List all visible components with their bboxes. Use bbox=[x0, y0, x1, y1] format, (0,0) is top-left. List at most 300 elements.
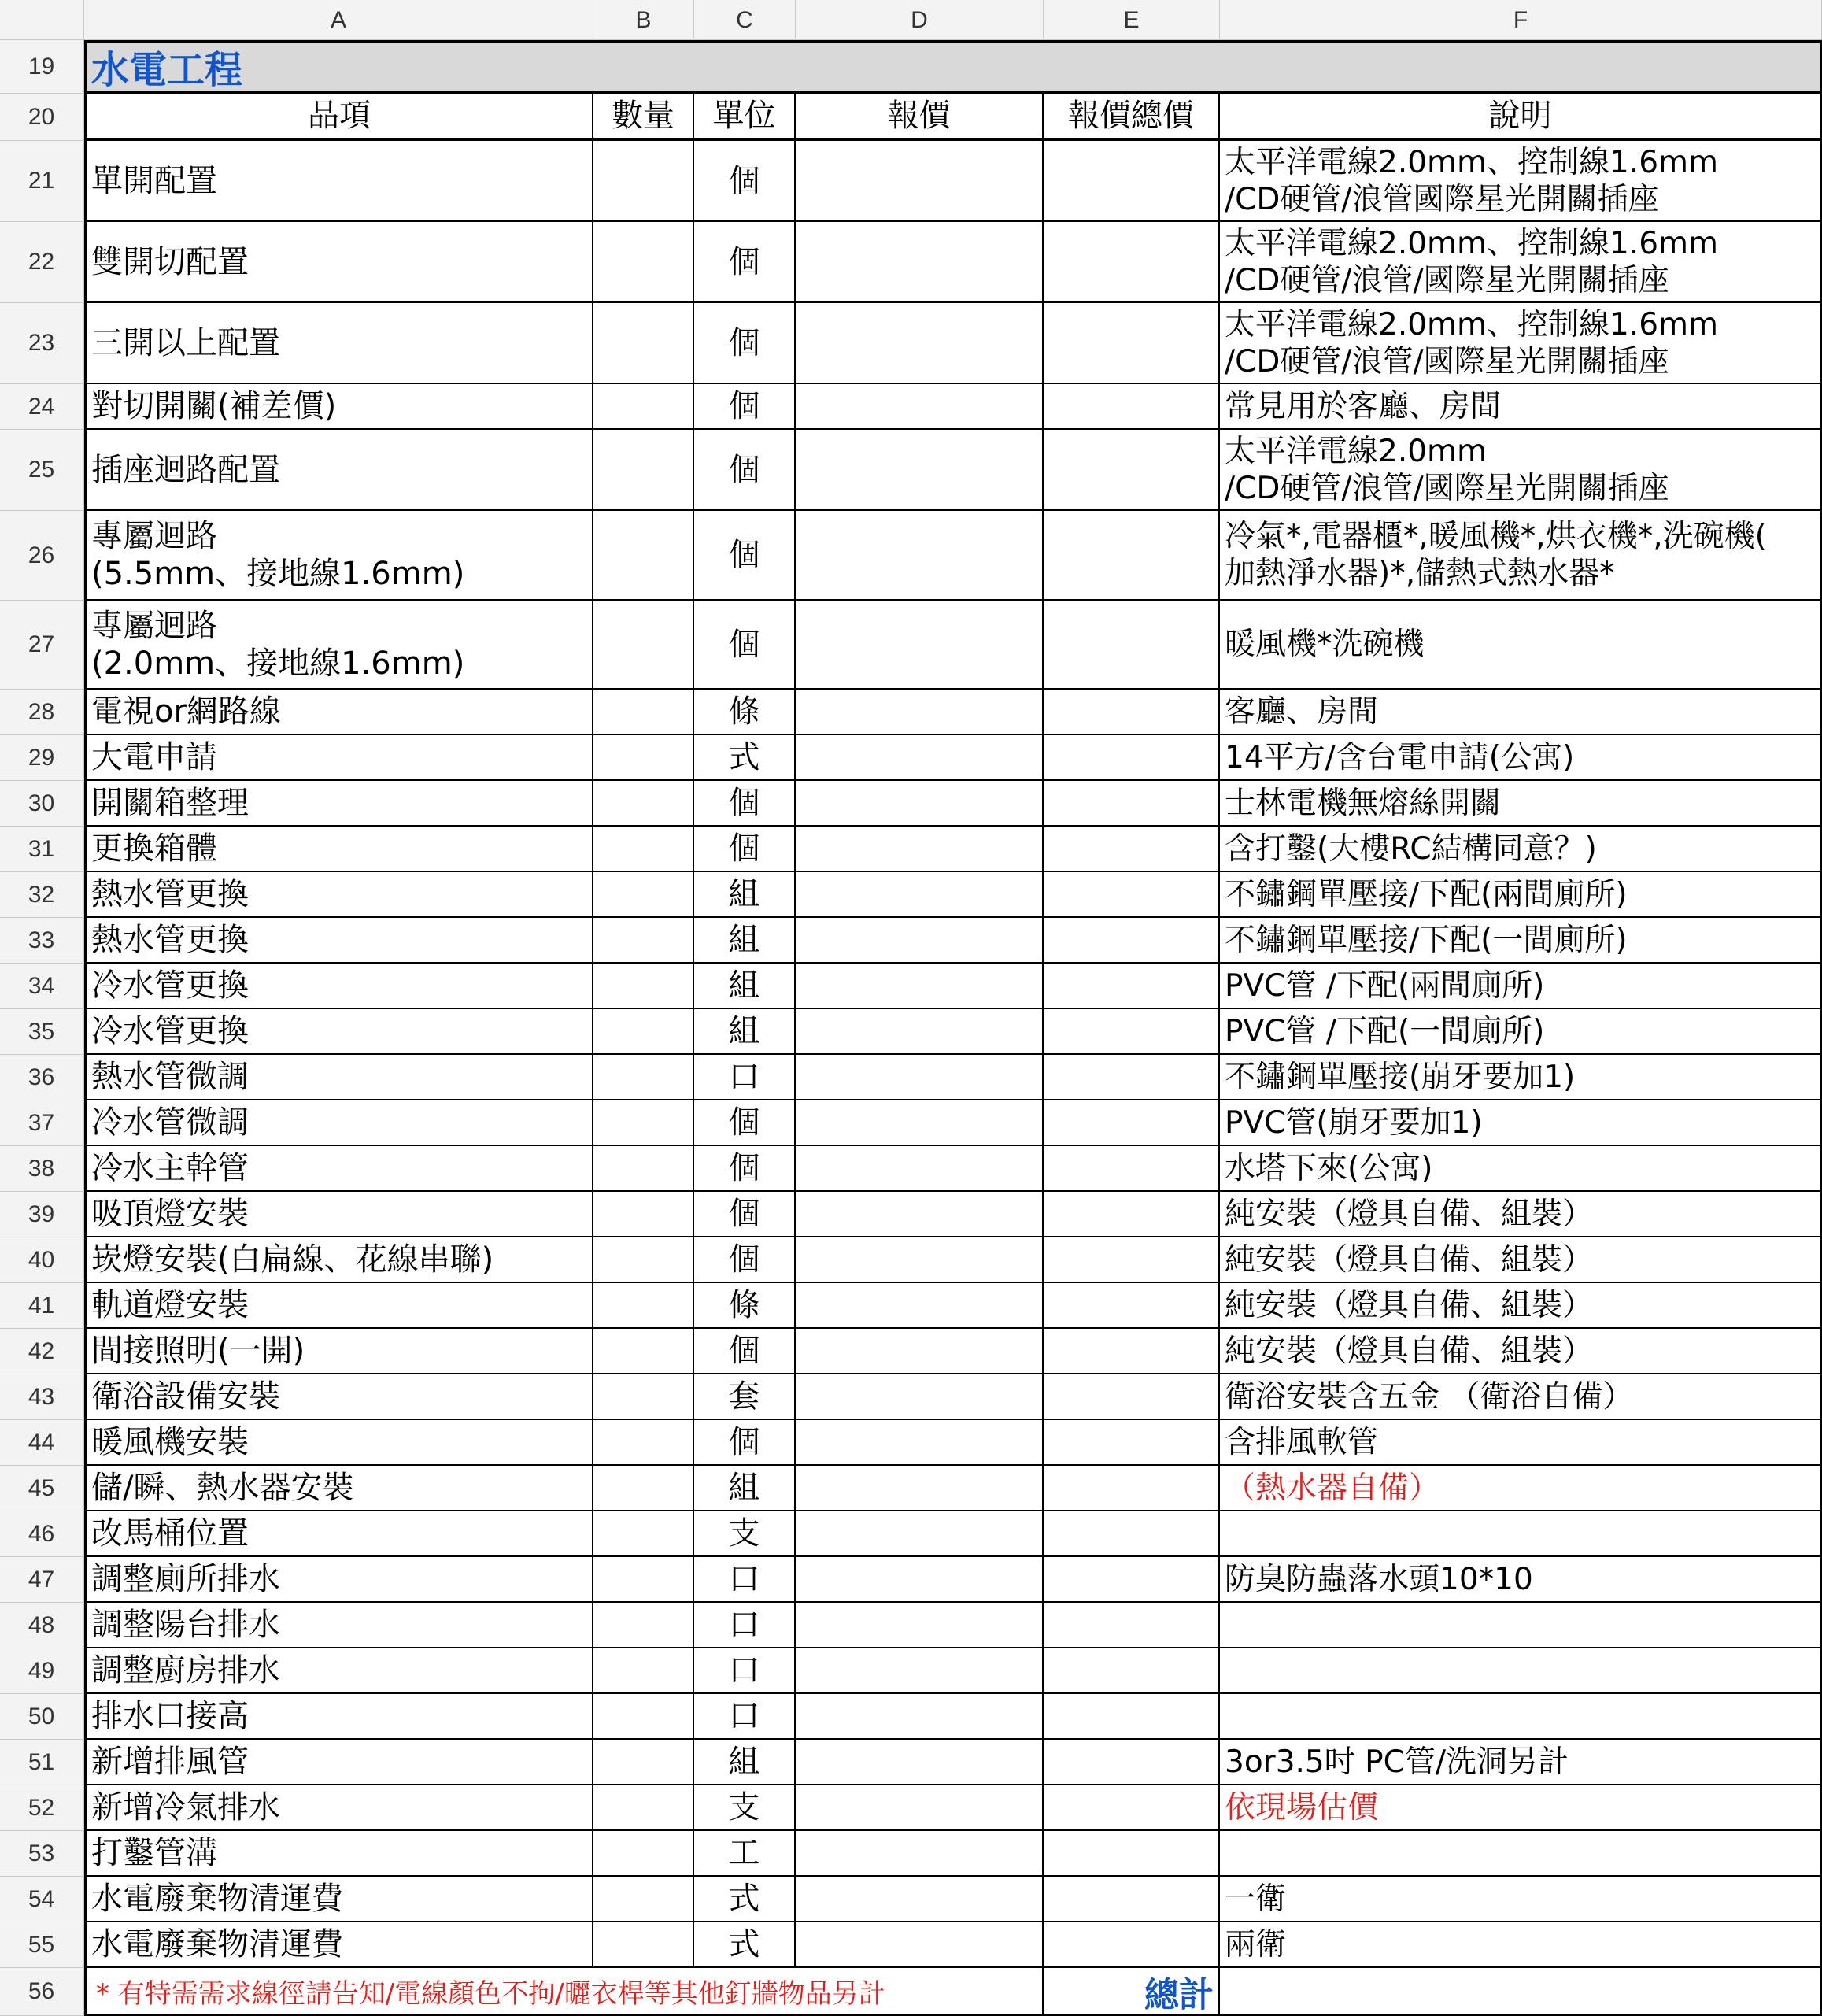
description: 含打鑿(大樓RC結構同意？) bbox=[1225, 830, 1597, 867]
unit-cell[interactable] bbox=[694, 690, 796, 735]
price-cell[interactable] bbox=[796, 1329, 1044, 1374]
unit-cell[interactable] bbox=[694, 1237, 796, 1283]
description: 太平洋電線2.0mm、控制線1.6mm /CD硬管/浪管/國際星光開關插座 bbox=[1225, 306, 1719, 379]
qty-cell[interactable] bbox=[593, 1420, 694, 1466]
description: 不鏽鋼單壓接/下配(一間廁所) bbox=[1225, 922, 1628, 958]
column-header-d[interactable]: D bbox=[796, 0, 1044, 40]
qty-cell[interactable] bbox=[593, 222, 694, 303]
description-cell[interactable] bbox=[1220, 1100, 1822, 1146]
description: 士林電機無熔絲開關 bbox=[1225, 785, 1502, 821]
description: 冷氣*,電器櫃*,暖風機*,烘衣機*,洗碗機( 加熱淨水器)*,儲熱式熱水器* bbox=[1225, 519, 1767, 591]
description-cell[interactable] bbox=[1220, 781, 1822, 827]
unit-cell[interactable] bbox=[694, 1603, 796, 1648]
unit-cell[interactable] bbox=[694, 964, 796, 1009]
total-price-cell[interactable] bbox=[1044, 1922, 1220, 1968]
qty-cell[interactable] bbox=[593, 1603, 694, 1648]
description-cell[interactable] bbox=[1220, 1009, 1822, 1055]
unit: 套 bbox=[728, 1378, 760, 1415]
description-cell[interactable] bbox=[1220, 1192, 1822, 1237]
qty-cell[interactable] bbox=[593, 303, 694, 384]
row-header-39[interactable]: 39 bbox=[0, 1192, 84, 1237]
total-price-cell[interactable] bbox=[1044, 1329, 1220, 1374]
row-header-53[interactable]: 53 bbox=[0, 1831, 84, 1877]
price-cell[interactable] bbox=[796, 1420, 1044, 1466]
total-price-cell[interactable] bbox=[1044, 690, 1220, 735]
row-header-48[interactable]: 48 bbox=[0, 1603, 84, 1648]
price-cell[interactable] bbox=[796, 1283, 1044, 1329]
price-cell[interactable] bbox=[796, 511, 1044, 601]
description-cell[interactable] bbox=[1220, 1785, 1822, 1831]
description-cell[interactable] bbox=[1220, 1511, 1822, 1557]
select-all-corner[interactable] bbox=[0, 0, 84, 40]
description-cell[interactable] bbox=[1220, 1466, 1822, 1511]
total-price-cell[interactable] bbox=[1044, 1831, 1220, 1877]
qty-cell[interactable] bbox=[593, 1740, 694, 1785]
item-cell[interactable] bbox=[84, 1831, 593, 1877]
description: 純安裝（燈具自備、組裝） bbox=[1225, 1196, 1594, 1232]
total-price-cell[interactable] bbox=[1044, 511, 1220, 601]
total-price-cell[interactable] bbox=[1044, 1146, 1220, 1192]
description-cell[interactable] bbox=[1220, 1146, 1822, 1192]
item-cell[interactable] bbox=[84, 303, 593, 384]
description-cell[interactable] bbox=[1220, 1740, 1822, 1785]
price-cell[interactable] bbox=[796, 1511, 1044, 1557]
row-header-31[interactable]: 31 bbox=[0, 827, 84, 872]
unit: 組 bbox=[728, 1744, 760, 1780]
qty-cell[interactable] bbox=[593, 690, 694, 735]
row-header-40[interactable]: 40 bbox=[0, 1237, 84, 1283]
unit-cell[interactable] bbox=[694, 1466, 796, 1511]
item-cell[interactable] bbox=[84, 384, 593, 430]
total-price-cell[interactable] bbox=[1044, 1009, 1220, 1055]
description-cell[interactable] bbox=[1220, 1374, 1822, 1420]
price-cell[interactable] bbox=[796, 964, 1044, 1009]
total-price-cell[interactable] bbox=[1044, 601, 1220, 690]
price-cell[interactable] bbox=[796, 222, 1044, 303]
item-cell[interactable] bbox=[84, 1237, 593, 1283]
row-header-45[interactable]: 45 bbox=[0, 1466, 84, 1511]
unit-cell[interactable] bbox=[694, 1283, 796, 1329]
item-cell[interactable] bbox=[84, 1055, 593, 1100]
price-cell[interactable] bbox=[796, 1192, 1044, 1237]
row-header-19[interactable]: 19 bbox=[0, 40, 84, 94]
row-header-29[interactable]: 29 bbox=[0, 735, 84, 781]
column-header-f[interactable]: F bbox=[1220, 0, 1822, 40]
price-cell[interactable] bbox=[796, 690, 1044, 735]
price-cell[interactable] bbox=[796, 1648, 1044, 1694]
unit-cell[interactable] bbox=[694, 601, 796, 690]
total-price-cell[interactable] bbox=[1044, 1511, 1220, 1557]
row-header-32[interactable]: 32 bbox=[0, 872, 84, 918]
total-price-cell[interactable] bbox=[1044, 918, 1220, 964]
row-header-55[interactable]: 55 bbox=[0, 1922, 84, 1968]
price-cell[interactable] bbox=[796, 1557, 1044, 1603]
total-price-cell[interactable] bbox=[1044, 1100, 1220, 1146]
item-cell[interactable] bbox=[84, 430, 593, 511]
total-price-cell[interactable] bbox=[1044, 1740, 1220, 1785]
total-price-cell[interactable] bbox=[1044, 1648, 1220, 1694]
price-cell[interactable] bbox=[796, 781, 1044, 827]
row-header-34[interactable]: 34 bbox=[0, 964, 84, 1009]
total-price-cell[interactable] bbox=[1044, 1785, 1220, 1831]
price-cell[interactable] bbox=[796, 141, 1044, 222]
item-cell[interactable] bbox=[84, 222, 593, 303]
row-header-54[interactable]: 54 bbox=[0, 1877, 84, 1922]
row-header-26[interactable]: 26 bbox=[0, 511, 84, 601]
unit-cell[interactable] bbox=[694, 1694, 796, 1740]
row-header-38[interactable]: 38 bbox=[0, 1146, 84, 1192]
total-price-cell[interactable] bbox=[1044, 1557, 1220, 1603]
unit: 個 bbox=[728, 1104, 760, 1141]
header-unit-cell[interactable] bbox=[694, 94, 796, 141]
description-cell[interactable] bbox=[1220, 918, 1822, 964]
qty-cell[interactable] bbox=[593, 1831, 694, 1877]
item-cell[interactable] bbox=[84, 1922, 593, 1968]
unit: 個 bbox=[728, 388, 760, 424]
qty-cell[interactable] bbox=[593, 827, 694, 872]
description-cell[interactable] bbox=[1220, 1055, 1822, 1100]
qty-cell[interactable] bbox=[593, 1648, 694, 1694]
row-header-35[interactable]: 35 bbox=[0, 1009, 84, 1055]
price-cell[interactable] bbox=[796, 1146, 1044, 1192]
unit-cell[interactable] bbox=[694, 222, 796, 303]
unit-cell[interactable] bbox=[694, 1329, 796, 1374]
unit: 條 bbox=[728, 1287, 760, 1323]
row-header-51[interactable]: 51 bbox=[0, 1740, 84, 1785]
price-cell[interactable] bbox=[796, 1831, 1044, 1877]
unit-cell[interactable] bbox=[694, 1785, 796, 1831]
column-header-e[interactable]: E bbox=[1044, 0, 1220, 40]
total-price-cell[interactable] bbox=[1044, 735, 1220, 781]
price-cell[interactable] bbox=[796, 1009, 1044, 1055]
item-name: 對切開關(補差價) bbox=[91, 388, 337, 424]
description-cell[interactable] bbox=[1220, 1877, 1822, 1922]
header-item-cell[interactable] bbox=[84, 94, 593, 141]
unit-cell[interactable] bbox=[694, 1648, 796, 1694]
unit-cell[interactable] bbox=[694, 781, 796, 827]
description-cell[interactable] bbox=[1220, 1420, 1822, 1466]
unit-cell[interactable] bbox=[694, 1831, 796, 1877]
total-price-cell[interactable] bbox=[1044, 1374, 1220, 1420]
unit-cell[interactable] bbox=[694, 511, 796, 601]
qty-cell[interactable] bbox=[593, 735, 694, 781]
qty-cell[interactable] bbox=[593, 1100, 694, 1146]
column-header-a[interactable]: A bbox=[84, 0, 593, 40]
description: 水塔下來(公寓) bbox=[1225, 1150, 1433, 1186]
unit-cell[interactable] bbox=[694, 872, 796, 918]
description-cell[interactable] bbox=[1220, 384, 1822, 430]
description-cell[interactable] bbox=[1220, 601, 1822, 690]
item-cell[interactable] bbox=[84, 1694, 593, 1740]
unit-cell[interactable] bbox=[694, 1557, 796, 1603]
qty-cell[interactable] bbox=[593, 601, 694, 690]
row-header-41[interactable]: 41 bbox=[0, 1283, 84, 1329]
description-cell[interactable] bbox=[1220, 690, 1822, 735]
price-cell[interactable] bbox=[796, 1100, 1044, 1146]
description-cell[interactable] bbox=[1220, 1694, 1822, 1740]
header-qty-cell[interactable] bbox=[593, 94, 694, 141]
description-cell[interactable] bbox=[1220, 1329, 1822, 1374]
qty-cell[interactable] bbox=[593, 1511, 694, 1557]
qty-cell[interactable] bbox=[593, 141, 694, 222]
description-cell[interactable] bbox=[1220, 303, 1822, 384]
qty-cell[interactable] bbox=[593, 1877, 694, 1922]
description-cell[interactable] bbox=[1220, 511, 1822, 601]
unit: 式 bbox=[728, 739, 760, 775]
price-cell[interactable] bbox=[796, 1055, 1044, 1100]
header-total-cell[interactable] bbox=[1044, 94, 1220, 141]
row-header-30[interactable]: 30 bbox=[0, 781, 84, 827]
row-header-28[interactable]: 28 bbox=[0, 690, 84, 735]
qty-cell[interactable] bbox=[593, 1237, 694, 1283]
row-header-20[interactable]: 20 bbox=[0, 94, 84, 141]
qty-cell[interactable] bbox=[593, 781, 694, 827]
qty-cell[interactable] bbox=[593, 1694, 694, 1740]
item-cell[interactable] bbox=[84, 1877, 593, 1922]
item-name: 專屬迴路 (5.5mm、接地線1.6mm) bbox=[91, 518, 465, 592]
item-cell[interactable] bbox=[84, 781, 593, 827]
description-cell[interactable] bbox=[1220, 222, 1822, 303]
price-cell[interactable] bbox=[796, 1922, 1044, 1968]
description: 純安裝（燈具自備、組裝） bbox=[1225, 1241, 1594, 1278]
row-header-37[interactable]: 37 bbox=[0, 1100, 84, 1146]
qty-cell[interactable] bbox=[593, 1009, 694, 1055]
item-cell[interactable] bbox=[84, 1009, 593, 1055]
unit-cell[interactable] bbox=[694, 430, 796, 511]
unit-cell[interactable] bbox=[694, 735, 796, 781]
unit-cell[interactable] bbox=[694, 384, 796, 430]
item-cell[interactable] bbox=[84, 690, 593, 735]
total-price-cell[interactable] bbox=[1044, 827, 1220, 872]
row-header-21[interactable]: 21 bbox=[0, 141, 84, 222]
item-cell[interactable] bbox=[84, 1511, 593, 1557]
total-price-cell[interactable] bbox=[1044, 1055, 1220, 1100]
description-cell[interactable] bbox=[1220, 872, 1822, 918]
total-price-cell[interactable] bbox=[1044, 872, 1220, 918]
price-cell[interactable] bbox=[796, 735, 1044, 781]
qty-cell[interactable] bbox=[593, 1785, 694, 1831]
item-name: 暖風機安裝 bbox=[91, 1424, 249, 1460]
description-cell[interactable] bbox=[1220, 964, 1822, 1009]
item-cell[interactable] bbox=[84, 1648, 593, 1694]
total-price-cell[interactable] bbox=[1044, 1877, 1220, 1922]
qty-cell[interactable] bbox=[593, 1146, 694, 1192]
section-title-cell[interactable] bbox=[84, 40, 1822, 94]
item-cell[interactable] bbox=[84, 918, 593, 964]
unit-cell[interactable] bbox=[694, 1511, 796, 1557]
total-price-cell[interactable] bbox=[1044, 430, 1220, 511]
unit-cell[interactable] bbox=[694, 1009, 796, 1055]
item-cell[interactable] bbox=[84, 1100, 593, 1146]
total-price-cell[interactable] bbox=[1044, 222, 1220, 303]
qty-cell[interactable] bbox=[593, 918, 694, 964]
unit-cell[interactable] bbox=[694, 1146, 796, 1192]
row-header-52[interactable]: 52 bbox=[0, 1785, 84, 1831]
description-cell[interactable] bbox=[1220, 430, 1822, 511]
price-cell[interactable] bbox=[796, 918, 1044, 964]
unit: 個 bbox=[728, 1424, 760, 1460]
row-header-47[interactable]: 47 bbox=[0, 1557, 84, 1603]
unit-cell[interactable] bbox=[694, 1877, 796, 1922]
qty-cell[interactable] bbox=[593, 1922, 694, 1968]
item-cell[interactable] bbox=[84, 1329, 593, 1374]
item-name: 插座迴路配置 bbox=[91, 451, 280, 488]
total-price-cell[interactable] bbox=[1044, 384, 1220, 430]
item-cell[interactable] bbox=[84, 1557, 593, 1603]
description-cell[interactable] bbox=[1220, 1603, 1822, 1648]
total-price-cell[interactable] bbox=[1044, 781, 1220, 827]
price-cell[interactable] bbox=[796, 384, 1044, 430]
total-price-cell[interactable] bbox=[1044, 303, 1220, 384]
description-cell[interactable] bbox=[1220, 1283, 1822, 1329]
description-cell[interactable] bbox=[1220, 735, 1822, 781]
item-cell[interactable] bbox=[84, 1374, 593, 1420]
description-cell[interactable] bbox=[1220, 1237, 1822, 1283]
price-cell[interactable] bbox=[796, 303, 1044, 384]
item-cell[interactable] bbox=[84, 141, 593, 222]
total-price-cell[interactable] bbox=[1044, 1694, 1220, 1740]
price-cell[interactable] bbox=[796, 1877, 1044, 1922]
unit-cell[interactable] bbox=[694, 1100, 796, 1146]
item-cell[interactable] bbox=[84, 964, 593, 1009]
price-cell[interactable] bbox=[796, 1785, 1044, 1831]
item-name: 熱水管更換 bbox=[91, 876, 249, 912]
qty-cell[interactable] bbox=[593, 1329, 694, 1374]
description-cell[interactable] bbox=[1220, 1648, 1822, 1694]
row-header-33[interactable]: 33 bbox=[0, 918, 84, 964]
item-name: 調整廚房排水 bbox=[91, 1652, 280, 1689]
unit-cell[interactable] bbox=[694, 303, 796, 384]
description-cell[interactable] bbox=[1220, 827, 1822, 872]
header-price-cell[interactable] bbox=[796, 94, 1044, 141]
column-header-c[interactable]: C bbox=[694, 0, 796, 40]
price-cell[interactable] bbox=[796, 1466, 1044, 1511]
row-header-25[interactable]: 25 bbox=[0, 430, 84, 511]
grand-total-cell[interactable] bbox=[1220, 1968, 1822, 2016]
qty-cell[interactable] bbox=[593, 1055, 694, 1100]
description-cell[interactable] bbox=[1220, 1557, 1822, 1603]
column-header-b[interactable]: B bbox=[593, 0, 694, 40]
row-header-56[interactable]: 56 bbox=[0, 1968, 84, 2016]
total-price-cell[interactable] bbox=[1044, 141, 1220, 222]
row-header-49[interactable]: 49 bbox=[0, 1648, 84, 1694]
row-header-43[interactable]: 43 bbox=[0, 1374, 84, 1420]
total-price-cell[interactable] bbox=[1044, 1237, 1220, 1283]
price-cell[interactable] bbox=[796, 1694, 1044, 1740]
qty-cell[interactable] bbox=[593, 1466, 694, 1511]
item-cell[interactable] bbox=[84, 1603, 593, 1648]
unit: 條 bbox=[728, 694, 760, 730]
unit: 個 bbox=[728, 1196, 760, 1232]
item-cell[interactable] bbox=[84, 1466, 593, 1511]
qty-cell[interactable] bbox=[593, 1374, 694, 1420]
price-cell[interactable] bbox=[796, 1374, 1044, 1420]
unit-cell[interactable] bbox=[694, 141, 796, 222]
price-cell[interactable] bbox=[796, 1237, 1044, 1283]
item-cell[interactable] bbox=[84, 1785, 593, 1831]
unit: 工 bbox=[728, 1835, 760, 1871]
qty-cell[interactable] bbox=[593, 384, 694, 430]
description: 純安裝（燈具自備、組裝） bbox=[1225, 1287, 1594, 1323]
item-name: 間接照明(一開) bbox=[91, 1333, 305, 1369]
unit: 口 bbox=[728, 1698, 760, 1734]
unit-cell[interactable] bbox=[694, 1374, 796, 1420]
description: 含排風軟管 bbox=[1225, 1424, 1379, 1460]
row-header-23[interactable]: 23 bbox=[0, 303, 84, 384]
unit-cell[interactable] bbox=[694, 1922, 796, 1968]
unit-cell[interactable] bbox=[694, 827, 796, 872]
qty-cell[interactable] bbox=[593, 872, 694, 918]
header-price: 報價 bbox=[887, 98, 951, 134]
row-header-24[interactable]: 24 bbox=[0, 384, 84, 430]
price-cell[interactable] bbox=[796, 601, 1044, 690]
description-cell[interactable] bbox=[1220, 141, 1822, 222]
unit-cell[interactable] bbox=[694, 918, 796, 964]
total-price-cell[interactable] bbox=[1044, 1283, 1220, 1329]
row-header-46[interactable]: 46 bbox=[0, 1511, 84, 1557]
item-cell[interactable] bbox=[84, 1420, 593, 1466]
row-header-36[interactable]: 36 bbox=[0, 1055, 84, 1100]
row-header-42[interactable]: 42 bbox=[0, 1329, 84, 1374]
footer-note-cell[interactable] bbox=[84, 1968, 1044, 2016]
header-desc-cell[interactable] bbox=[1220, 94, 1822, 141]
description-cell[interactable] bbox=[1220, 1831, 1822, 1877]
total-price-cell[interactable] bbox=[1044, 1420, 1220, 1466]
qty-cell[interactable] bbox=[593, 511, 694, 601]
description: PVC管 /下配(兩間廁所) bbox=[1225, 967, 1545, 1004]
total-price-cell[interactable] bbox=[1044, 1603, 1220, 1648]
unit-cell[interactable] bbox=[694, 1740, 796, 1785]
description-cell[interactable] bbox=[1220, 1922, 1822, 1968]
qty-cell[interactable] bbox=[593, 1283, 694, 1329]
item-cell[interactable] bbox=[84, 601, 593, 690]
price-cell[interactable] bbox=[796, 1603, 1044, 1648]
qty-cell[interactable] bbox=[593, 1192, 694, 1237]
total-price-cell[interactable] bbox=[1044, 964, 1220, 1009]
price-cell[interactable] bbox=[796, 827, 1044, 872]
unit: 個 bbox=[728, 1241, 760, 1278]
total-price-cell[interactable] bbox=[1044, 1192, 1220, 1237]
unit-cell[interactable] bbox=[694, 1420, 796, 1466]
qty-cell[interactable] bbox=[593, 430, 694, 511]
item-cell[interactable] bbox=[84, 827, 593, 872]
price-cell[interactable] bbox=[796, 872, 1044, 918]
unit: 口 bbox=[728, 1652, 760, 1689]
item-name: 排水口接高 bbox=[91, 1698, 249, 1734]
total-price-cell[interactable] bbox=[1044, 1466, 1220, 1511]
item-cell[interactable] bbox=[84, 1740, 593, 1785]
item-name: 新增排風管 bbox=[91, 1744, 249, 1780]
qty-cell[interactable] bbox=[593, 964, 694, 1009]
price-cell[interactable] bbox=[796, 1740, 1044, 1785]
item-cell[interactable] bbox=[84, 1146, 593, 1192]
total-label-cell[interactable] bbox=[1044, 1968, 1220, 2016]
row-header-22[interactable]: 22 bbox=[0, 222, 84, 303]
item-cell[interactable] bbox=[84, 735, 593, 781]
row-header-27[interactable]: 27 bbox=[0, 601, 84, 690]
row-header-44[interactable]: 44 bbox=[0, 1420, 84, 1466]
item-cell[interactable] bbox=[84, 511, 593, 601]
qty-cell[interactable] bbox=[593, 1557, 694, 1603]
item-cell[interactable] bbox=[84, 1192, 593, 1237]
unit-cell[interactable] bbox=[694, 1192, 796, 1237]
row-header-50[interactable]: 50 bbox=[0, 1694, 84, 1740]
unit-cell[interactable] bbox=[694, 1055, 796, 1100]
item-cell[interactable] bbox=[84, 872, 593, 918]
item-name: 水電廢棄物清運費 bbox=[91, 1881, 343, 1917]
item-cell[interactable] bbox=[84, 1283, 593, 1329]
price-cell[interactable] bbox=[796, 430, 1044, 511]
